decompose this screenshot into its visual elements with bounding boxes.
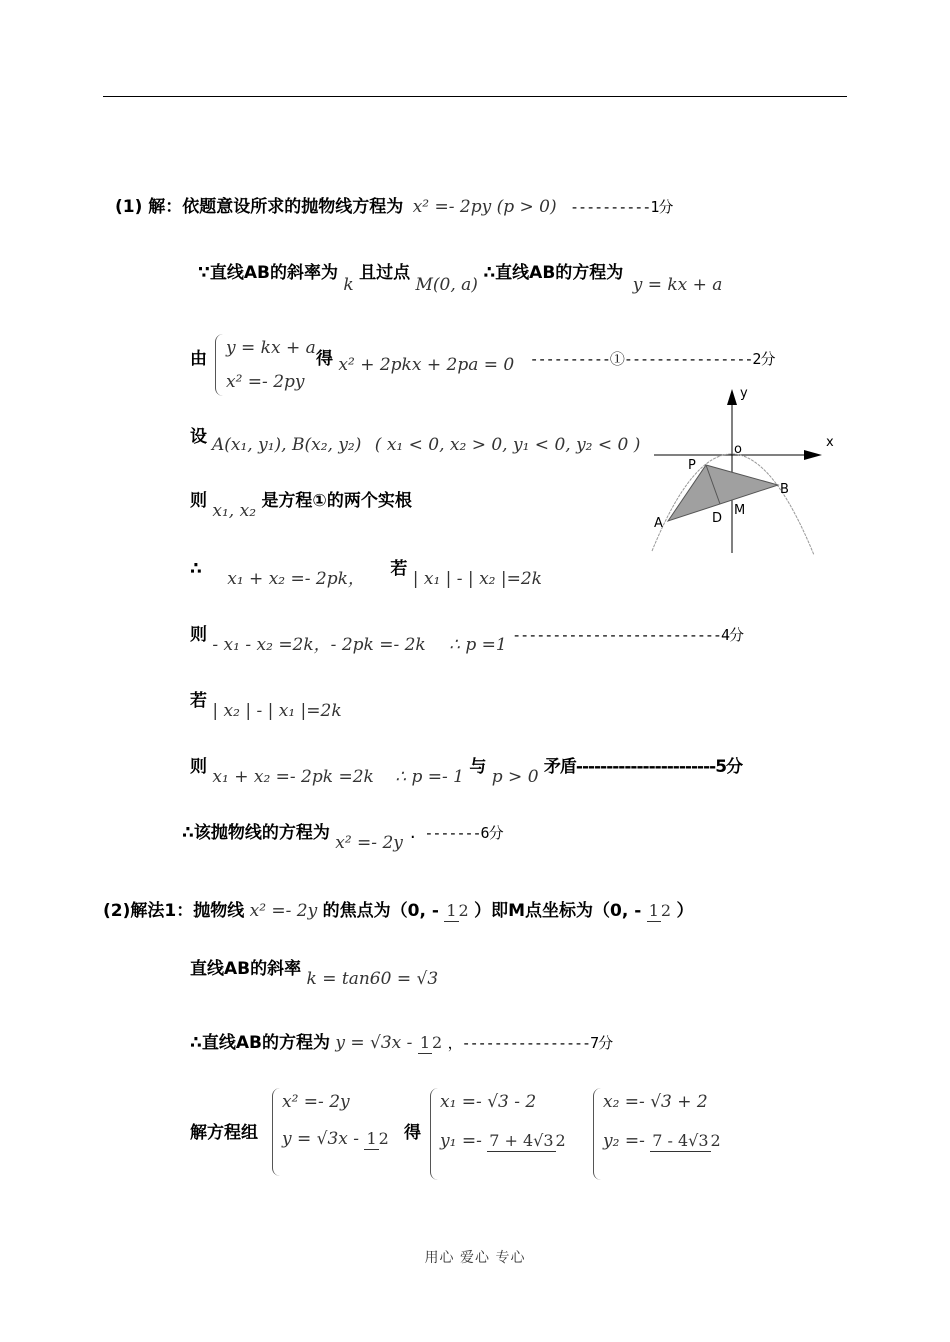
p1-roots-line xyxy=(190,490,412,521)
de-text: 得 xyxy=(316,349,333,369)
quadratic-eq: x² + 2pkx + 2pa = 0 xyxy=(338,355,515,375)
frac-num: 7 + 4√3 xyxy=(489,1131,554,1150)
p1-quad-line xyxy=(316,348,775,375)
case2-eq: x₁ + x₂ =- 2pk =2k xyxy=(212,767,374,787)
ze-text: 则 xyxy=(190,491,207,511)
p1-parabola-eq: x² =- 2py (p > 0) xyxy=(412,197,557,217)
p2-parabola-eq: x² =- 2y xyxy=(249,901,318,921)
p1-set-line xyxy=(190,426,207,448)
p1-intro-text: (1) 解：依题意设所求的抛物线方程为 xyxy=(115,197,404,217)
point-M: M(0, a) xyxy=(415,275,478,295)
p2-de xyxy=(404,1122,421,1144)
triangle-PAB xyxy=(668,465,778,521)
conclusion-text: ∴该抛物线的方程为 xyxy=(182,823,330,843)
frac-half-4 xyxy=(364,1129,388,1150)
p2-intro-text: (2)解法1：抛物线 xyxy=(103,901,245,921)
p1-case1-line xyxy=(190,624,743,655)
label-x: x xyxy=(826,435,834,450)
x-arrow-icon xyxy=(804,450,822,460)
roots-x1x2: x₁, x₂ xyxy=(212,501,257,521)
p-positive: p > 0 xyxy=(491,767,539,787)
score-2: ----------①----------------2分 xyxy=(529,350,775,368)
score-1: ----------1分 xyxy=(570,198,673,216)
solution2-y-prefix: y₂ =- xyxy=(603,1131,645,1151)
frac-half-3 xyxy=(418,1033,442,1054)
solution2-y-frac xyxy=(650,1131,721,1152)
solution1-y xyxy=(440,1130,566,1152)
final-parabola-eq: x² =- 2y xyxy=(335,833,403,853)
close-paren: ） xyxy=(676,901,694,921)
points-AB: A(x₁, y₁), B(x₂, y₂) xyxy=(212,435,362,455)
p2-line-text: ∴直线AB的方程为 xyxy=(190,1033,330,1053)
header-rule xyxy=(103,96,847,97)
p2-line-eq xyxy=(190,1032,612,1054)
ruo-text-2: 若 xyxy=(190,691,207,711)
system1-brace xyxy=(215,334,224,396)
p1-slope-line xyxy=(198,262,723,295)
frac-den: 2 xyxy=(432,1033,443,1052)
label-o: o xyxy=(734,442,742,457)
focus-text: 的焦点为（0, - xyxy=(322,901,439,921)
m-coord-text: ）即M点坐标为（0, - xyxy=(474,901,642,921)
parabola-figure xyxy=(640,385,840,565)
p1-case2-line xyxy=(190,756,743,787)
frac-den: 2 xyxy=(378,1129,389,1148)
p1-conclusion xyxy=(182,822,503,853)
score-7: ，----------------7分 xyxy=(447,1034,613,1052)
label-y: y xyxy=(740,386,748,401)
solution2-x: x₂ =- √3 + 2 xyxy=(603,1092,708,1112)
label-B: B xyxy=(780,482,789,497)
y-arrow-icon xyxy=(727,389,737,405)
page-footer: 用心 爱心 专心 xyxy=(424,1250,526,1266)
therefore-symbol: ∴ xyxy=(190,559,202,579)
frac-den: 2 xyxy=(458,901,469,920)
contradiction-score-5: 矛盾-----------------------5分 xyxy=(543,757,743,777)
line-eq-text: ∴直线AB的方程为 xyxy=(483,263,624,283)
solution1-y-frac xyxy=(487,1131,566,1152)
case1-eq: - x₁ - x₂ =2k，- 2pk =- 2k xyxy=(212,635,426,655)
points-condition: ( x₁ < 0, x₂ > 0, y₁ < 0, y₂ < 0 ) xyxy=(374,435,641,455)
p2-solve-text xyxy=(190,1122,258,1144)
frac-num: 1 xyxy=(446,901,457,920)
line-ab-eq: y = kx + a xyxy=(632,275,723,295)
label-M: M xyxy=(734,503,746,518)
p2-intro-line xyxy=(103,900,693,922)
yu-text: 与 xyxy=(469,757,487,777)
solution2-brace xyxy=(593,1088,602,1180)
through-point-text: 且过点 xyxy=(359,263,411,283)
frac-num: 1 xyxy=(648,901,659,920)
you-text: 由 xyxy=(190,349,207,369)
frac-den: 2 xyxy=(660,901,672,920)
slope-text: ∵直线AB的斜率为 xyxy=(198,263,338,283)
solution1-brace xyxy=(430,1088,439,1180)
slope-k: k xyxy=(343,275,354,295)
ze-text-3: 则 xyxy=(190,757,207,777)
p2-slope-text: 直线AB的斜率 xyxy=(190,959,302,979)
system2-brace xyxy=(272,1088,281,1176)
label-P: P xyxy=(688,458,696,473)
frac-den: 2 xyxy=(710,1131,721,1150)
p1-case2-cond xyxy=(190,690,342,721)
system1-eq2: x² =- 2py xyxy=(226,372,305,392)
frac-den: 2 xyxy=(555,1131,566,1150)
label-D: D xyxy=(712,511,723,526)
solution1-x: x₁ =- √3 - 2 xyxy=(440,1092,537,1112)
roots-desc: 是方程①的两个实根 xyxy=(261,491,412,511)
abs-condition-1: | x₁ | - | x₂ |=2k xyxy=(412,569,542,589)
system1-eq1: y = kx + a xyxy=(226,338,316,358)
abs-condition-2: | x₂ | - | x₁ |=2k xyxy=(212,701,342,721)
solution1-y-prefix: y₁ =- xyxy=(440,1131,482,1151)
ruo-text: 若 xyxy=(390,559,408,579)
frac-half-1 xyxy=(444,901,468,922)
p1-sum-line xyxy=(190,558,542,589)
p1-intro-line xyxy=(115,196,672,218)
p2-slope-line xyxy=(190,958,439,989)
frac-half-2 xyxy=(647,901,671,922)
system2-eq1: x² =- 2y xyxy=(282,1092,350,1112)
score-6: . -------6分 xyxy=(408,824,503,842)
frac-num: 7 - 4√3 xyxy=(652,1131,709,1150)
label-A: A xyxy=(654,516,663,531)
p2-slope-eq: k = tan60 = √3 xyxy=(306,969,439,989)
score-4: --------------------------4分 xyxy=(512,626,743,644)
frac-num: 1 xyxy=(366,1129,377,1148)
solution2-y xyxy=(603,1130,721,1152)
p1-you xyxy=(190,348,207,370)
case2-p-result: ∴ p =- 1 xyxy=(395,767,464,787)
sum-of-roots: x₁ + x₂ =- 2pk， xyxy=(227,569,365,589)
p1-points-line xyxy=(212,434,640,456)
p2-line-eq-expr: y = √3x - xyxy=(335,1033,413,1053)
solve-system-text: 解方程组 xyxy=(190,1123,258,1143)
p2-de-text: 得 xyxy=(404,1123,421,1143)
frac-num: 1 xyxy=(419,1033,430,1052)
she-text: 设 xyxy=(190,427,207,447)
case1-p-result: ∴ p =1 xyxy=(449,635,507,655)
system2-eq2 xyxy=(282,1128,389,1150)
system2-eq2-expr: y = √3x - xyxy=(282,1129,360,1149)
parabola-curve xyxy=(652,454,814,555)
ze-text-2: 则 xyxy=(190,625,207,645)
